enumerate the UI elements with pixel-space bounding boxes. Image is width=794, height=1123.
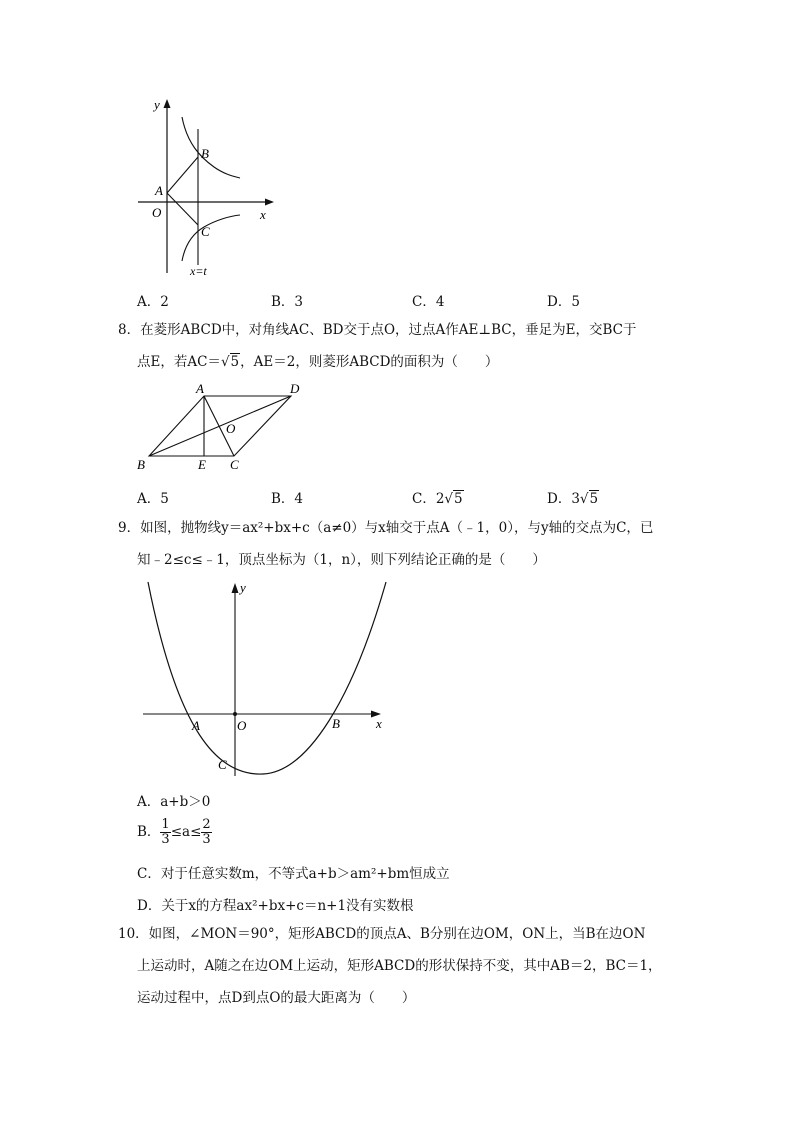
q10-line-2: 上运动时，A随之在边OM上运动，矩形ABCD的形状保持不变，其中AB＝2，BC＝1， — [137, 958, 662, 974]
q8-option-a: A．5 — [137, 491, 169, 507]
label-x-equals-t: x=t — [190, 264, 207, 278]
label-o: O — [237, 718, 247, 733]
label-c: C — [230, 457, 239, 472]
q9-line-1: 9．如图，抛物线y＝ax²+bx+c（a≠0）与x轴交于点A（﹣1，0），与y轴的交点为C，已 — [118, 520, 654, 536]
q8-line-1: 8．在菱形ABCD中，对角线AC、BD交于点O，过点A作AE⊥BC，垂足为E，交BC于 — [118, 322, 637, 338]
q7-option-a: A．2 — [137, 294, 169, 310]
x-axis-arrow — [265, 199, 274, 206]
hyperbola-figure — [130, 95, 280, 285]
q8-line-2: 点E，若AC＝√5，AE＝2，则菱形ABCD的面积为（ ） — [137, 354, 499, 370]
label-d: D — [290, 381, 300, 396]
label-e: E — [198, 457, 206, 472]
q9-line-2: 知﹣2≤c≤﹣1，顶点坐标为（1，n），则下列结论正确的是（ ） — [137, 552, 546, 568]
label-b: B — [137, 457, 145, 472]
q9-option-d: D．关于x的方程ax²+bx+c＝n+1没有实数根 — [137, 898, 414, 914]
q9-option-a: A．a+b＞0 — [137, 794, 211, 810]
label-b: B — [332, 716, 340, 731]
label-c: C — [201, 224, 210, 239]
label-a: A — [192, 718, 200, 733]
label-o: O — [226, 421, 236, 436]
q10-line-3: 运动过程中，点D到点O的最大距离为（ ） — [137, 990, 416, 1006]
label-a: A — [155, 183, 163, 198]
q9-option-c: C．对于任意实数m，不等式a+b＞am²+bm恒成立 — [137, 866, 450, 882]
label-o: O — [152, 205, 162, 220]
parabola-curve — [148, 582, 386, 774]
parabola-figure — [138, 578, 393, 778]
q9-option-b: B． $\frac{1}{3}$ ≤a≤ $\frac{2}{3}$ — [137, 817, 211, 847]
segment-ac — [167, 193, 198, 225]
q8-option-c: C．2√5 — [412, 491, 463, 507]
diagonal-bd — [149, 396, 291, 456]
q7-option-c: C．4 — [412, 294, 445, 310]
q8-option-b: B．4 — [271, 491, 304, 507]
label-x: x — [260, 207, 266, 222]
rhombus-figure — [132, 380, 307, 475]
label-y: y — [240, 580, 246, 595]
q7-option-b: B．3 — [271, 294, 304, 310]
upper-hyperbola-branch — [182, 117, 240, 178]
label-c: C — [218, 757, 227, 772]
segment-ab — [167, 157, 198, 193]
q8-option-d: D．3√5 — [547, 491, 599, 507]
label-x: x — [376, 716, 382, 731]
q7-option-d: D．5 — [547, 294, 580, 310]
y-axis-arrow — [164, 99, 171, 108]
origin-dot — [233, 712, 237, 716]
q10-line-1: 10．如图，∠MON＝90°，矩形ABCD的顶点A、B分别在边OM，ON上，当B在边ON — [118, 926, 646, 942]
lower-hyperbola-branch — [182, 215, 240, 261]
label-y: y — [154, 97, 160, 112]
label-b: B — [201, 146, 209, 161]
label-a: A — [196, 381, 204, 396]
y-axis-arrow — [232, 583, 239, 593]
